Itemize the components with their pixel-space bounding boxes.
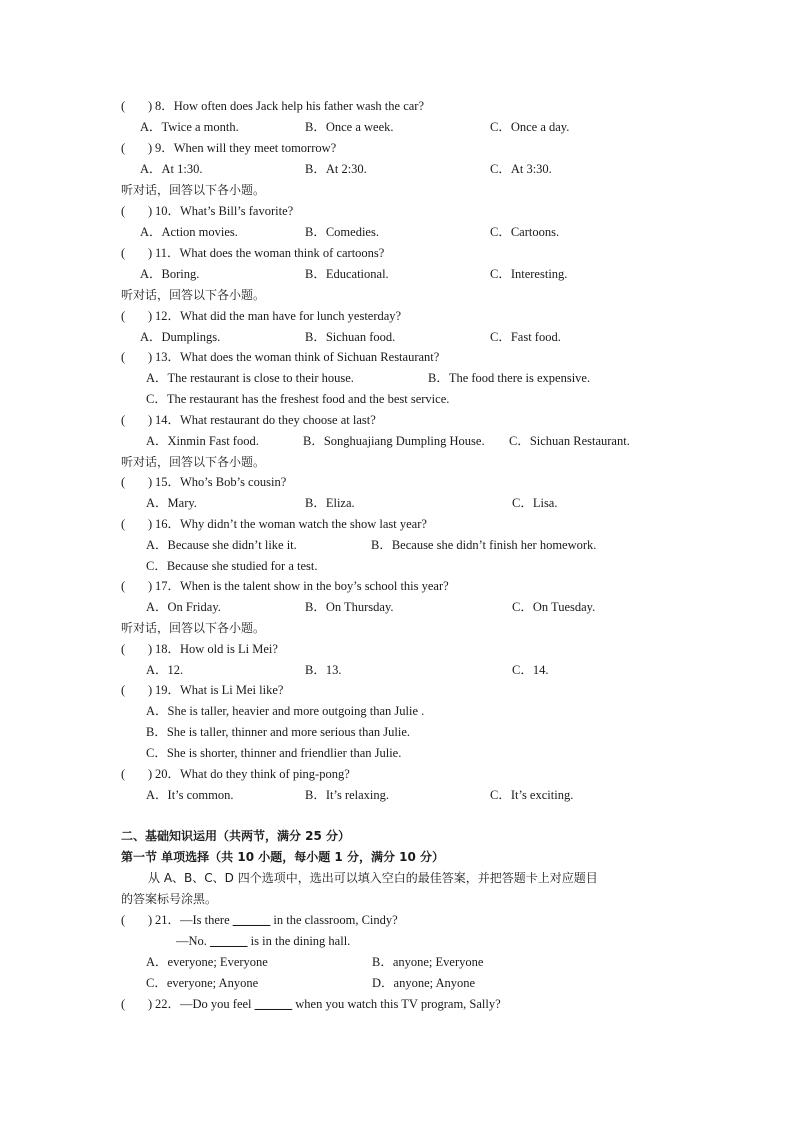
q11-option-a: A．Boring. (140, 267, 200, 281)
q19-option-c: C．She is shorter, thinner and friendlier than Julie. (146, 746, 402, 760)
q13-option-b: B．The food there is expensive. (428, 371, 591, 385)
answer-bracket-close: ) (148, 413, 153, 427)
answer-bracket-close: ) (148, 141, 153, 155)
q17-option-c: C．On Tuesday. (512, 600, 596, 614)
section-instruction: 听对话，回答以下各小题。 (121, 621, 266, 635)
answer-bracket-open: ( (121, 683, 126, 697)
q21-option-a: A．everyone; Everyone (146, 955, 268, 969)
answer-bracket-open: ( (121, 475, 126, 489)
question-15: 15．Who’s Bob’s cousin? (155, 475, 287, 489)
q10-option-a: A．Action movies. (140, 225, 238, 239)
instruction-line-2: 的答案标号涂黑。 (121, 892, 218, 906)
q13-option-c: C．The restaurant has the freshest food and the best service. (146, 392, 450, 406)
part-heading: 二、基础知识运用（共两节，满分 25 分） (121, 829, 351, 843)
fill-blank: ______ (232, 913, 271, 927)
answer-bracket-close: ) (148, 767, 153, 781)
answer-bracket-open: ( (121, 246, 126, 260)
q17-option-a: A．On Friday. (146, 600, 221, 614)
answer-bracket-open: ( (121, 99, 126, 113)
q14-option-a: A．Xinmin Fast food. (146, 434, 259, 448)
q13-option-a: A．The restaurant is close to their house. (146, 371, 354, 385)
answer-bracket-close: ) (148, 642, 153, 656)
question-21: 21．—Is there ______ in the classroom, Cindy? (155, 913, 398, 927)
q12-option-b: B．Sichuan food. (305, 330, 396, 344)
section-instruction: 听对话，回答以下各小题。 (121, 455, 266, 469)
question-13: 13．What does the woman think of Sichuan Restaurant? (155, 350, 440, 364)
answer-bracket-close: ) (148, 99, 153, 113)
q10-option-b: B．Comedies. (305, 225, 379, 239)
answer-bracket-close: ) (148, 683, 153, 697)
q21-option-b: B．anyone; Everyone (372, 955, 484, 969)
section-instruction: 听对话，回答以下各小题。 (121, 183, 266, 197)
question-19: 19．What is Li Mei like? (155, 683, 284, 697)
q10-option-c: C．Cartoons. (490, 225, 560, 239)
q18-option-a: A．12. (146, 663, 184, 677)
answer-bracket-open: ( (121, 204, 126, 218)
q16-option-b: B．Because she didn’t finish her homework. (371, 538, 597, 552)
fill-blank: ______ (210, 934, 248, 948)
answer-bracket-close: ) (148, 475, 153, 489)
question-16: 16．Why didn’t the woman watch the show last year? (155, 517, 427, 531)
section-instruction: 听对话，回答以下各小题。 (121, 288, 266, 302)
answer-bracket-close: ) (148, 913, 153, 927)
q17-option-b: B．On Thursday. (305, 600, 394, 614)
question-20: 20．What do they think of ping-pong? (155, 767, 350, 781)
q19-option-b: B．She is taller, thinner and more serious than Julie. (146, 725, 411, 739)
question-17: 17．When is the talent show in the boy’s school this year? (155, 579, 449, 593)
q14-option-b: B．Songhuajiang Dumpling House. (303, 434, 485, 448)
answer-bracket-open: ( (121, 141, 126, 155)
q19-option-a: A．She is taller, heavier and more outgoing than Julie . (146, 704, 425, 718)
question-10: 10．What’s Bill’s favorite? (155, 204, 294, 218)
question-22: 22．—Do you feel ______ when you watch this TV program, Sally? (155, 997, 501, 1011)
q15-option-c: C．Lisa. (512, 496, 558, 510)
q16-option-a: A．Because she didn’t like it. (146, 538, 297, 552)
q9-option-a: A．At 1:30. (140, 162, 203, 176)
question-18: 18．How old is Li Mei? (155, 642, 278, 656)
q12-option-a: A．Dumplings. (140, 330, 221, 344)
question-9: 9．When will they meet tomorrow? (155, 141, 337, 155)
q8-option-c: C．Once a day. (490, 120, 570, 134)
answer-bracket-close: ) (148, 309, 153, 323)
q8-option-b: B．Once a week. (305, 120, 394, 134)
q21-option-d: D．anyone; Anyone (372, 976, 476, 990)
q9-option-b: B．At 2:30. (305, 162, 367, 176)
answer-bracket-open: ( (121, 767, 126, 781)
q11-option-c: C．Interesting. (490, 267, 568, 281)
answer-bracket-open: ( (121, 309, 126, 323)
question-21-reply: —No. ______ is in the dining hall. (176, 934, 351, 948)
answer-bracket-open: ( (121, 579, 126, 593)
answer-bracket-open: ( (121, 997, 126, 1011)
q21-option-c: C．everyone; Anyone (146, 976, 259, 990)
answer-bracket-close: ) (148, 579, 153, 593)
answer-bracket-open: ( (121, 413, 126, 427)
q18-option-b: B．13. (305, 663, 342, 677)
q15-option-b: B．Eliza. (305, 496, 355, 510)
question-11: 11．What does the woman think of cartoons? (155, 246, 385, 260)
answer-bracket-close: ) (148, 204, 153, 218)
q20-option-a: A．It’s common. (146, 788, 234, 802)
section-heading: 第一节 单项选择（共 10 小题，每小题 1 分，满分 10 分） (121, 850, 444, 864)
answer-bracket-open: ( (121, 642, 126, 656)
q14-option-c: C．Sichuan Restaurant. (509, 434, 630, 448)
q16-option-c: C．Because she studied for a test. (146, 559, 318, 573)
question-12: 12．What did the man have for lunch yesterday? (155, 309, 402, 323)
answer-bracket-close: ) (148, 997, 153, 1011)
q9-option-c: C．At 3:30. (490, 162, 552, 176)
q20-option-c: C．It’s exciting. (490, 788, 574, 802)
answer-bracket-open: ( (121, 913, 126, 927)
q12-option-c: C．Fast food. (490, 330, 561, 344)
question-14: 14．What restaurant do they choose at last? (155, 413, 376, 427)
q20-option-b: B．It’s relaxing. (305, 788, 390, 802)
question-8: 8．How often does Jack help his father wash the car? (155, 99, 425, 113)
q8-option-a: A．Twice a month. (140, 120, 239, 134)
answer-bracket-close: ) (148, 517, 153, 531)
q15-option-a: A．Mary. (146, 496, 197, 510)
answer-bracket-close: ) (148, 246, 153, 260)
answer-bracket-open: ( (121, 350, 126, 364)
q18-option-c: C．14. (512, 663, 549, 677)
fill-blank: ______ (254, 997, 293, 1011)
q11-option-b: B．Educational. (305, 267, 389, 281)
instruction-line-1: 从 A、B、C、D 四个选项中，选出可以填入空白的最佳答案，并把答题卡上对应题目 (148, 871, 598, 885)
answer-bracket-close: ) (148, 350, 153, 364)
answer-bracket-open: ( (121, 517, 126, 531)
